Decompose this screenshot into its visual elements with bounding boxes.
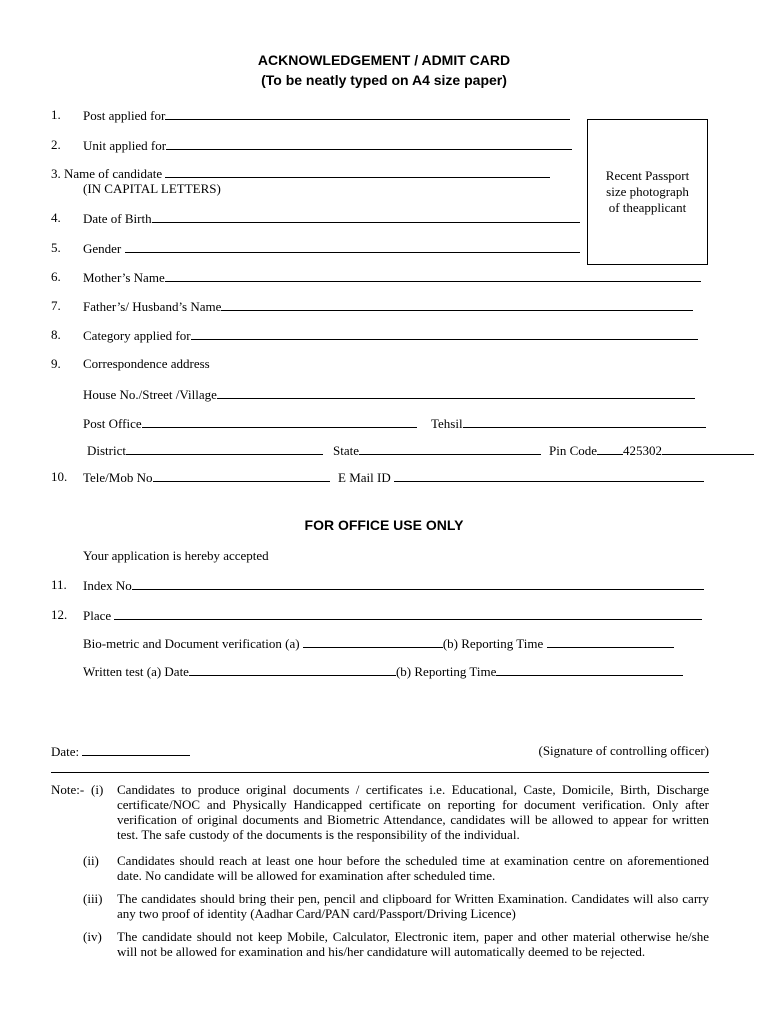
house-field[interactable] xyxy=(83,386,695,402)
district-line[interactable] xyxy=(126,442,323,455)
category-number: 8. xyxy=(51,327,61,342)
state-line[interactable] xyxy=(359,442,541,455)
photo-box xyxy=(587,119,708,265)
father-name-field[interactable] xyxy=(83,298,693,314)
state-label: State xyxy=(333,443,359,458)
district-field[interactable] xyxy=(87,442,323,458)
unit-applied-label: Unit applied for xyxy=(83,138,167,153)
biometric-line[interactable] xyxy=(303,635,443,648)
biometric-field[interactable] xyxy=(83,635,674,651)
index-field[interactable] xyxy=(83,577,704,593)
note-text-2: Candidates should reach at least one hour before the scheduled time at examination centre on aforementioned date. No candidate will be allowed for examination after scheduled time. xyxy=(117,853,709,883)
biometric-label: Bio-metric and Document verification (a) xyxy=(83,636,300,651)
candidate-name-field[interactable] xyxy=(51,165,550,181)
state-field[interactable] xyxy=(333,442,541,458)
mother-number: 6. xyxy=(51,269,61,284)
dob-number: 4. xyxy=(51,210,61,225)
candidate-name-note: (IN CAPITAL LETTERS) xyxy=(83,181,221,196)
accepted-text: Your application is hereby accepted xyxy=(83,548,269,563)
index-line[interactable] xyxy=(132,577,704,590)
candidate-name-line[interactable] xyxy=(165,165,550,178)
note-text-1: Candidates to produce original documents / certificates i.e. Educational, Caste, Domicile, Birth, Discharge certificate/NOC and Physically Handicapped certificate on reporting for document verification. Only after verification of original documents and Biometric Attendance, candidates will be allowed to appear for written test. The safe custody of the documents is the responsibility of the individual. xyxy=(117,782,709,842)
place-field[interactable] xyxy=(83,607,702,623)
pincode-line-post[interactable] xyxy=(662,442,754,455)
post-number: 1. xyxy=(51,107,61,122)
dob-line[interactable] xyxy=(152,210,580,223)
house-line[interactable] xyxy=(217,386,695,399)
category-line[interactable] xyxy=(191,327,698,340)
gender-line[interactable] xyxy=(125,240,580,253)
post-applied-label: Post applied for xyxy=(83,108,166,123)
post-office-line[interactable] xyxy=(142,415,417,428)
post-applied-field[interactable] xyxy=(83,107,570,123)
place-line[interactable] xyxy=(114,607,702,620)
written-reporting-line[interactable] xyxy=(496,663,683,676)
post-applied-line[interactable] xyxy=(165,107,570,120)
tele-line[interactable] xyxy=(153,469,330,482)
tele-field[interactable] xyxy=(83,469,330,485)
photo-line-1: Recent Passport xyxy=(605,168,690,183)
post-office-label: Post Office xyxy=(83,416,142,431)
place-label: Place xyxy=(83,608,112,623)
dob-field[interactable] xyxy=(83,210,580,226)
written-test-date-line[interactable] xyxy=(189,663,396,676)
pincode-label: Pin Code xyxy=(549,443,598,458)
tehsil-label: Tehsil xyxy=(431,416,463,431)
father-name-label: Father’s/ Husband’s Name xyxy=(83,299,222,314)
note-num-3: (iii) xyxy=(83,891,103,906)
photo-box-text xyxy=(588,168,707,216)
category-field[interactable] xyxy=(83,327,698,343)
note-num-4: (iv) xyxy=(83,929,102,944)
note-text-3: The candidates should bring their pen, pencil and clipboard for Written Examination. Candidates will also carry any two proof of identity (Aadhar Card/PAN card/Passport/Driving Licence) xyxy=(117,891,709,921)
house-label: House No./Street /Village xyxy=(83,387,217,402)
index-label: Index No xyxy=(83,578,132,593)
unit-number: 2. xyxy=(51,137,61,152)
address-number: 9. xyxy=(51,356,61,371)
district-label: District xyxy=(87,443,126,458)
tele-label: Tele/Mob No xyxy=(83,470,153,485)
mother-name-field[interactable] xyxy=(83,269,701,285)
category-label: Category applied for xyxy=(83,328,191,343)
email-field[interactable] xyxy=(338,469,704,485)
note-num-1: (i) xyxy=(91,782,104,797)
index-number: 11. xyxy=(51,577,67,592)
email-line[interactable] xyxy=(394,469,704,482)
note-text-4: The candidate should not keep Mobile, Calculator, Electronic item, paper and other material otherwise he/she will not be allowed for examination and his/her candidature will automatically deemed to be rejected. xyxy=(117,929,709,959)
tehsil-line[interactable] xyxy=(463,415,706,428)
mother-name-label: Mother’s Name xyxy=(83,270,165,285)
pincode-line-pre[interactable] xyxy=(597,442,623,455)
written-reporting-label: (b) Reporting Time xyxy=(395,664,497,679)
gender-number: 5. xyxy=(51,240,61,255)
dob-label: Date of Birth xyxy=(83,211,152,226)
note-prefix: Note:- xyxy=(51,782,85,797)
date-label: Date: xyxy=(51,744,80,759)
unit-applied-line[interactable] xyxy=(166,137,572,150)
pincode-value: 425302 xyxy=(623,443,663,458)
tehsil-field[interactable] xyxy=(431,415,706,431)
photo-line-3: of theapplicant xyxy=(608,200,687,215)
date-field[interactable] xyxy=(51,743,190,759)
note-num-2: (ii) xyxy=(83,853,99,868)
signature-label: (Signature of controlling officer) xyxy=(538,743,709,758)
notes-divider xyxy=(51,772,709,773)
date-line[interactable] xyxy=(82,743,190,756)
page-title: ACKNOWLEDGEMENT / ADMIT CARD xyxy=(257,52,511,68)
page-subtitle: (To be neatly typed on A4 size paper) xyxy=(261,72,507,88)
unit-applied-field[interactable] xyxy=(83,137,572,153)
gender-label: Gender xyxy=(83,241,122,256)
office-use-heading: FOR OFFICE USE ONLY xyxy=(304,517,464,533)
email-label: E Mail ID xyxy=(338,470,391,485)
biometric-reporting-line[interactable] xyxy=(547,635,674,648)
biometric-reporting-label: (b) Reporting Time xyxy=(442,636,544,651)
address-label: Correspondence address xyxy=(83,356,210,371)
photo-line-2: size photograph xyxy=(606,184,689,199)
father-number: 7. xyxy=(51,298,61,313)
tele-number: 10. xyxy=(51,469,68,484)
written-test-field[interactable] xyxy=(83,663,683,679)
place-number: 12. xyxy=(51,607,68,622)
post-office-field[interactable] xyxy=(83,415,417,431)
written-test-label: Written test (a) Date xyxy=(83,664,189,679)
mother-name-line[interactable] xyxy=(165,269,701,282)
pincode-field[interactable] xyxy=(549,442,754,458)
father-name-line[interactable] xyxy=(221,298,693,311)
gender-field[interactable] xyxy=(83,240,580,256)
candidate-name-label: 3. Name of candidate xyxy=(51,166,163,181)
